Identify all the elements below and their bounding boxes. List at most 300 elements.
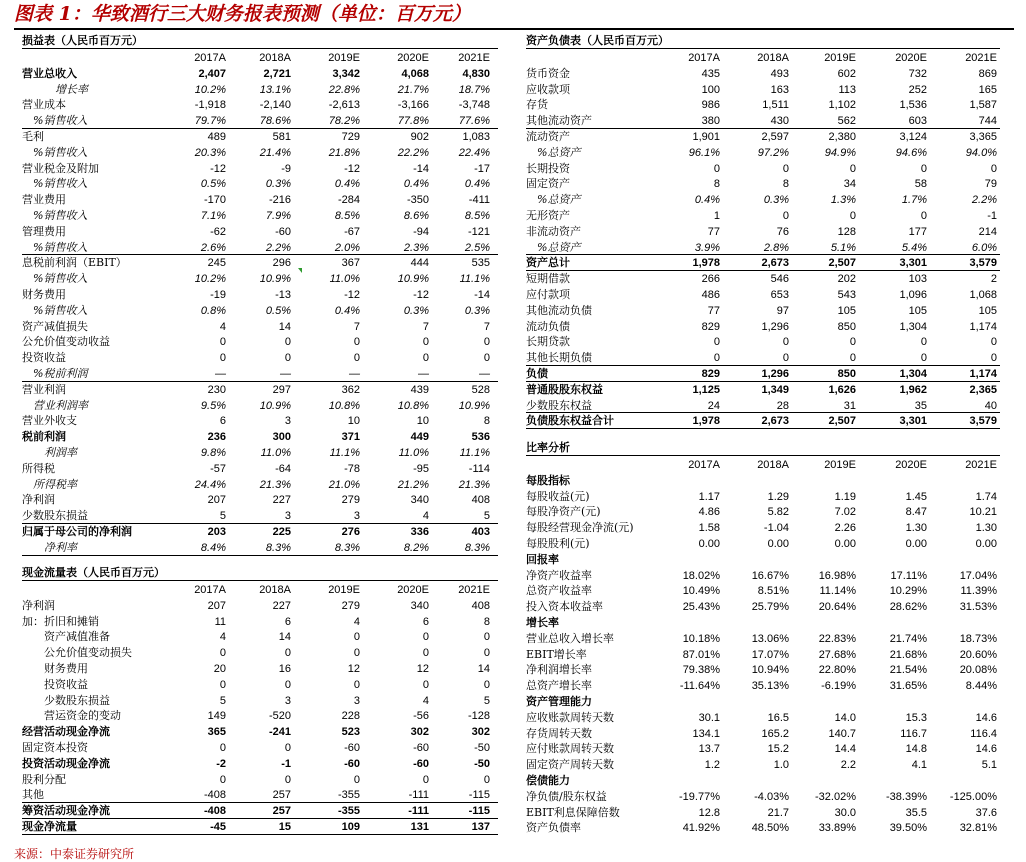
row-label: %销售收入 [33,240,88,254]
cell-value: 0 [219,773,226,786]
cell-value: 8 [483,415,490,428]
table-row [22,334,498,350]
cell-value: 279 [341,599,360,612]
table-row [526,208,1000,224]
table-row [526,97,1000,113]
cell-value: 10.29% [889,585,927,598]
row-label: 其他流动负债 [526,303,592,317]
year-header: 2019E [824,52,856,64]
cell-value: 430 [770,115,789,128]
year-header: 2020E [397,52,429,64]
cell-value: — [479,368,490,380]
cell-value: -17 [474,162,490,175]
title-rule [14,28,1014,30]
cell-value: 0 [849,210,856,222]
cell-value: 20.08% [959,664,997,677]
row-label: 股利分配 [22,772,66,786]
cell-value: 0 [422,631,429,644]
cell-comment-marker [298,268,302,273]
cell-value: 2,673 [761,415,789,428]
table-row [22,508,498,524]
row-label: 毛利 [22,130,44,143]
cell-value: 0 [782,210,789,222]
year-header: 2019E [824,459,856,471]
table-row [22,271,498,287]
cell-value: -1,918 [194,99,226,112]
row-label: 固定资本投资 [22,741,88,754]
cell-value: 22.2% [397,146,429,159]
cell-value: 0 [353,352,360,365]
table-row [526,255,1000,271]
cell-value: -408 [203,789,226,802]
cell-value: 0 [219,352,226,365]
cell-value: 0 [284,336,291,349]
cell-value: 0 [353,631,360,644]
row-label: 净资产收益率 [526,568,592,582]
table-row [22,429,498,445]
row-label: 营业费用 [22,193,66,207]
cell-value: 21.8% [328,146,360,159]
table-row [526,726,1000,742]
cell-value: 0 [713,352,720,365]
cell-value: 25.43% [682,601,720,614]
cell-value: -57 [210,462,226,475]
row-label: 营业税金及附加 [22,161,99,175]
cell-value: 15.2 [767,743,789,756]
cell-value: 3 [284,415,291,428]
cell-value: 0 [422,647,429,660]
table-row [22,161,498,177]
cell-value: 14 [278,631,291,644]
cell-value: 0 [990,162,997,175]
cell-value: -241 [268,726,291,739]
cell-value: 8.3% [265,541,291,554]
cell-value: -9 [281,162,291,175]
cell-value: 10.18% [682,632,720,645]
table-row [22,724,498,740]
cell-value: 116.7 [900,727,927,740]
cell-value: 302 [410,726,429,739]
cell-value: -38.39% [886,790,927,803]
cell-value: 31.53% [959,601,997,614]
cell-value: 0.5% [265,304,291,317]
cell-value: 279 [341,494,360,507]
table-row [22,255,498,271]
balance-header-row [526,50,1000,66]
cell-value: 2,365 [969,383,997,396]
cell-value: 0 [713,162,720,175]
cell-value: 17.07% [751,648,789,661]
table-row [526,319,1000,335]
cell-value: -3,748 [458,99,490,112]
row-label: 现金净流量 [22,820,77,833]
table-row [22,661,498,677]
cell-value: 14.6 [975,711,997,724]
table-row [526,113,1000,129]
row-label: 存货周转天数 [526,726,592,740]
cell-value: 3,124 [899,131,927,143]
table-row [22,208,498,224]
cell-value: -62 [210,225,226,238]
cell-value: 12 [347,663,360,675]
table-row [526,145,1000,161]
cell-value: 20.3% [194,146,226,159]
year-header: 2020E [895,459,927,471]
cell-value: -14 [474,289,490,301]
row-label: 所得税 [22,461,55,475]
cell-value: 14 [278,320,291,333]
cell-value: -60 [413,742,429,754]
cell-value: 340 [410,599,429,612]
row-label: 非流动资产 [526,224,581,238]
cell-value: 10.9% [397,273,429,286]
cell-value: 0.00 [698,538,720,550]
cell-value: 15.3 [905,711,927,724]
cell-value: 18.7% [458,83,490,96]
cell-value: 0 [422,773,429,786]
cell-value: 27.68% [818,648,856,661]
cell-value: 0 [990,352,997,365]
cell-value: 6 [219,415,226,428]
cell-value: 252 [908,83,927,96]
cell-value: 30.1 [698,711,720,724]
cell-value: -60 [413,757,429,770]
cell-value: 8.47 [905,506,927,519]
cell-value: 1.2 [704,759,720,772]
cell-value: 1,296 [761,368,789,380]
row-label: 投资收益 [44,677,88,691]
cell-value: 2,721 [263,67,291,80]
year-header: 2020E [397,584,429,596]
cell-value: 10 [347,415,360,428]
cell-value: 105 [978,304,997,317]
cell-value: 1.29 [767,490,789,503]
cell-value: 21.0% [328,478,360,491]
cell-value: 5.4% [901,241,927,254]
row-label: 每股指标 [526,473,570,487]
cell-value: -50 [474,742,490,754]
cell-value: 140.7 [828,727,856,740]
table-row [526,382,1000,398]
cell-value: 17.11% [890,569,927,582]
cell-value: 2,673 [761,257,789,270]
table-row [526,805,1000,821]
row-label: %销售收入 [33,272,88,286]
cell-value: -12 [413,289,429,301]
row-label: 少数股东权益 [526,398,592,412]
cell-value: -60 [275,225,291,238]
cell-value: -115 [468,805,490,818]
table-row [22,97,498,113]
row-label: %总资产 [537,240,581,254]
table-row [526,583,1000,599]
cell-value: 7.1% [200,210,226,222]
cell-value: -56 [413,710,429,723]
table-row [22,772,498,788]
cell-value: 207 [207,599,226,612]
cell-value: -350 [406,194,429,207]
row-label: 少数股东损益 [44,693,110,707]
cell-value: 10 [416,415,429,428]
year-header: 2018A [259,52,291,64]
table-row [526,303,1000,319]
cell-value: 0 [782,336,789,349]
cell-value: -12 [344,162,360,175]
table-row [22,677,498,693]
row-label: %总资产 [537,145,581,159]
cell-value: 8.44% [965,680,997,693]
income-header-row [22,50,498,66]
cell-value: 493 [770,67,789,80]
cell-value: 562 [837,115,856,128]
cell-value: 78.2% [328,115,360,128]
balance-section-rule [526,48,1000,49]
table-row [22,413,498,429]
cell-value: 0.8% [200,304,226,317]
cell-value: -355 [337,789,360,802]
table-row [22,82,498,98]
cell-value: 105 [908,304,927,317]
cell-value: -64 [275,462,291,475]
cell-value: 87.01% [682,648,720,661]
table-row [22,192,498,208]
cell-value: 3,301 [899,257,927,270]
cell-value: 6 [422,615,429,628]
cell-value: 0 [353,336,360,349]
row-label: 每股净资产(元) [526,505,601,519]
row-label: 回报率 [526,552,559,566]
row-label: 应收账款周转天数 [526,710,614,724]
cell-value: 7 [422,320,429,333]
cell-value: 0 [219,678,226,691]
cell-value: 8.6% [403,210,429,222]
cell-value: 100 [701,83,720,96]
cell-value: -111 [408,805,429,818]
table-row [22,819,498,835]
cell-value: -111 [408,789,429,802]
cell-value: 0 [219,647,226,660]
cell-value: 0 [990,336,997,349]
cell-value: -408 [203,805,226,818]
cell-value: 9.8% [200,447,226,459]
cell-value: 11.1% [329,447,360,459]
table-row [526,536,1000,552]
row-label: 税前利润 [22,430,66,444]
cell-value: 1,536 [899,99,927,112]
row-label: 净负债/股东权益 [526,789,607,803]
table-row [526,398,1000,414]
row-label: 短期借款 [526,272,570,286]
cell-value: 3,365 [969,131,997,143]
cell-value: -411 [468,194,490,207]
cell-value: 0 [422,336,429,349]
table-row [526,161,1000,177]
row-label: 其他长期负债 [526,351,592,365]
cell-value: 489 [207,131,226,143]
cell-value: 20 [213,663,226,675]
cell-value: 16 [278,663,291,675]
row-label: 无形资产 [526,209,570,222]
cell-value: 300 [272,431,291,444]
cell-value: 0 [422,352,429,365]
cell-value: -2,140 [259,99,291,112]
cell-value: 13.1% [259,83,291,96]
row-label: 流动资产 [526,130,570,143]
table-row [22,66,498,82]
cell-value: 10.8% [328,399,360,412]
cell-value: -12 [210,162,226,175]
cell-value: 109 [341,821,360,833]
cell-value: 1,304 [899,320,927,333]
cell-value: 10.2% [194,83,226,96]
cell-value: 444 [410,257,429,270]
cell-value: 58 [914,178,927,191]
cell-value: 21.3% [259,478,291,491]
cell-value: 22.4% [458,146,490,159]
cell-value: -3,166 [397,99,429,112]
cell-value: 546 [770,273,789,286]
cell-value: 21.7% [397,83,429,96]
row-label: 少数股东损益 [22,509,88,523]
cell-value: -94 [413,225,429,238]
cashflow-header-row [22,582,498,598]
table-row [526,66,1000,82]
cell-value: 77.8% [397,115,429,128]
table-row [526,224,1000,240]
cell-value: 202 [837,273,856,286]
cell-value: 77.6% [458,115,490,128]
cell-value: 165.2 [761,727,789,740]
row-label: 固定资产周转天数 [526,758,614,772]
cell-value: 0 [483,647,490,660]
row-label: 营业总收入增长率 [526,631,614,645]
row-label: 营业成本 [22,98,66,112]
row-label: EBIT增长率 [526,647,587,661]
cell-value: 163 [770,83,789,96]
cell-value: -32.02% [815,790,856,803]
cell-value: 28.62% [889,601,927,614]
cell-value: 362 [341,383,360,396]
cell-value: 408 [471,494,490,507]
row-label: %总资产 [537,193,581,207]
cell-value: 2.2% [265,241,291,254]
cell-value: 0 [284,742,291,754]
cell-value: 0.5% [200,178,226,191]
cell-value: 302 [471,726,490,739]
cell-value: 380 [701,115,720,128]
cell-value: 7.9% [265,210,291,222]
cell-value: 5 [483,510,490,523]
cell-value: 3,579 [969,257,997,270]
table-row [22,740,498,756]
cell-value: 0.4% [334,304,360,317]
cell-value: 76 [776,225,789,238]
cell-value: 13.06% [751,632,789,645]
year-header: 2021E [458,584,490,596]
cell-value: 902 [410,131,429,143]
cell-value: 14.4 [834,743,856,756]
cell-value: 3,301 [899,415,927,428]
cashflow-section-rule [22,580,498,581]
cell-value: 0 [920,336,927,349]
cell-value: -78 [344,462,360,475]
cell-value: 228 [341,710,360,723]
cell-value: 22.83% [818,632,856,645]
cell-value: 0 [920,210,927,222]
cell-value: 21.74% [889,632,927,645]
cell-value: 10.94% [751,664,789,677]
cell-value: 0.3% [464,304,490,317]
cell-value: 1.58 [698,522,720,535]
cell-value: 4,830 [462,67,490,80]
cell-value: 0.00 [834,538,856,550]
cell-value: 0.4% [694,194,720,207]
ratio-section-title: 比率分析 [526,441,570,454]
cell-value: 0 [219,742,226,754]
cell-value: 0 [422,678,429,691]
row-label: 每股经营现金净流(元) [526,521,634,535]
cell-value: 15 [278,821,291,833]
cell-value: 528 [471,383,490,396]
cell-value: 17.04% [959,569,997,582]
row-label: 存货 [526,98,548,112]
cell-value: 21.7 [767,806,789,819]
row-label: 应收款项 [526,82,570,96]
cell-value: 266 [701,273,720,286]
cell-value: 0 [353,773,360,786]
table-row [526,287,1000,303]
cell-value: 1,125 [692,383,720,396]
cell-value: 0.4% [464,178,490,191]
cell-value: 10.9% [259,399,291,412]
cell-value: 79.38% [682,664,720,677]
row-label: 应付款项 [526,288,570,301]
cell-value: 28 [776,399,789,412]
row-label: %税前利润 [33,367,88,380]
table-row [22,645,498,661]
cell-value: 1,083 [462,131,490,143]
table-row [22,629,498,645]
cell-value: 276 [341,526,360,538]
cell-value: 0.00 [767,538,789,550]
cell-value: 5.1 [981,759,997,772]
cell-value: — [349,368,360,380]
cell-value: 31.65% [889,680,927,693]
row-label: 资产减值损失 [22,319,88,333]
cell-value: 11.1% [459,273,490,286]
cell-value: -216 [268,194,291,207]
row-label: 筹资活动现金净流 [22,804,110,818]
cell-value: 3 [284,694,291,707]
cell-value: 3,342 [332,67,360,80]
cell-value: 2.26 [834,522,856,535]
table-row [526,240,1000,256]
cell-value: 7 [483,320,490,333]
cell-value: 30.0 [834,806,856,819]
cell-value: 227 [272,494,291,507]
cell-value: -14 [413,162,429,175]
table-row [22,803,498,819]
row-label: EBIT利息保障倍数 [526,805,620,819]
cell-value: -13 [275,289,291,301]
cell-value: 3,579 [969,415,997,428]
row-label: 净利率 [44,540,77,554]
cell-value: 0 [219,336,226,349]
table-row [526,741,1000,757]
cell-value: -60 [344,742,360,754]
cell-value: 1,296 [761,320,789,333]
row-label: 营业利润率 [33,398,88,412]
